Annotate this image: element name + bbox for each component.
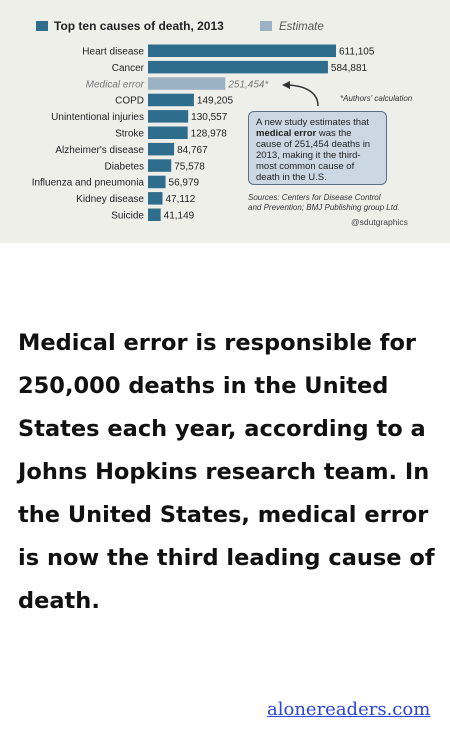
value-label-heart-disease: 611,105: [339, 46, 375, 58]
bar-stroke: [148, 127, 188, 140]
value-label-stroke: 128,978: [190, 128, 227, 140]
value-label-copd: 149,205: [196, 95, 234, 107]
value-label-unintentional-injuries: 130,557: [191, 112, 228, 124]
chart-title: Top ten causes of death, 2013: [54, 19, 224, 33]
value-label-alzheimer-s-disease: 84,767: [177, 144, 208, 156]
value-label-influenza-and-pneumonia: 56,979: [168, 177, 200, 189]
headline-text: Medical error is responsible for 250,000 deaths in the United States each year, according to a Johns Hopkins research team. In the United States, medical error is now the third leading cause of death.: [18, 330, 435, 614]
sources-line-2: and Prevention; BMJ Publishing group Ltd.: [248, 203, 400, 212]
bar-kidney-disease: [148, 192, 162, 205]
callout-text-post: was the cause of 251,454 deaths in 2013, making it the third-most common cause of death in the U.S.: [256, 128, 371, 183]
value-label-medical-error: 251,454*: [228, 79, 269, 91]
category-label-diabetes: Diabetes: [104, 161, 144, 173]
callout-text-pre: A new study estimates that: [256, 117, 370, 128]
value-label-suicide: 41,149: [163, 210, 195, 222]
category-label-alzheimer-s-disease: Alzheimer's disease: [55, 144, 144, 156]
callout-text-bold: medical error: [256, 128, 317, 139]
category-label-influenza-and-pneumonia: Influenza and pneumonia: [31, 177, 144, 189]
value-label-cancer: 584,881: [330, 62, 368, 74]
bar-diabetes: [148, 159, 171, 172]
callout-arrow: [288, 85, 318, 106]
bar-unintentional-injuries: [148, 110, 188, 123]
sources-line-1: Sources: Centers for Disease Control: [248, 193, 381, 202]
bar-alzheimer-s-disease: [148, 143, 174, 156]
category-label-stroke: Stroke: [115, 128, 144, 140]
category-label-cancer: Cancer: [111, 62, 144, 74]
bar-cancer: [148, 61, 328, 74]
category-label-copd: COPD: [115, 95, 144, 107]
legend-label-estimate: Estimate: [279, 21, 324, 33]
value-label-diabetes: 75,578: [174, 161, 205, 173]
callout-box: [248, 111, 387, 185]
category-label-unintentional-injuries: Unintentional injuries: [51, 112, 144, 124]
bar-influenza-and-pneumonia: [148, 176, 166, 189]
bar-suicide: [148, 209, 161, 222]
bar-heart-disease: [148, 45, 336, 58]
site-link[interactable]: alonereaders.com: [267, 699, 431, 720]
category-label-medical-error: Medical error: [85, 79, 144, 91]
chart-sources: [248, 193, 400, 213]
callout-arrowhead: [282, 81, 290, 89]
category-label-suicide: Suicide: [111, 210, 144, 222]
category-label-kidney-disease: Kidney disease: [76, 194, 144, 206]
legend-swatch-main: [36, 21, 48, 31]
category-label-heart-disease: Heart disease: [82, 46, 144, 58]
graphic-credit: @sdutgraphics: [351, 217, 408, 227]
value-label-kidney-disease: 47,112: [165, 194, 196, 206]
bar-medical-error: [148, 77, 225, 90]
legend-swatch-estimate: [260, 21, 272, 31]
chart-footnote: *Authors' calculation: [340, 94, 413, 103]
chart-panel: [0, 0, 450, 243]
bar-copd: [148, 94, 194, 107]
